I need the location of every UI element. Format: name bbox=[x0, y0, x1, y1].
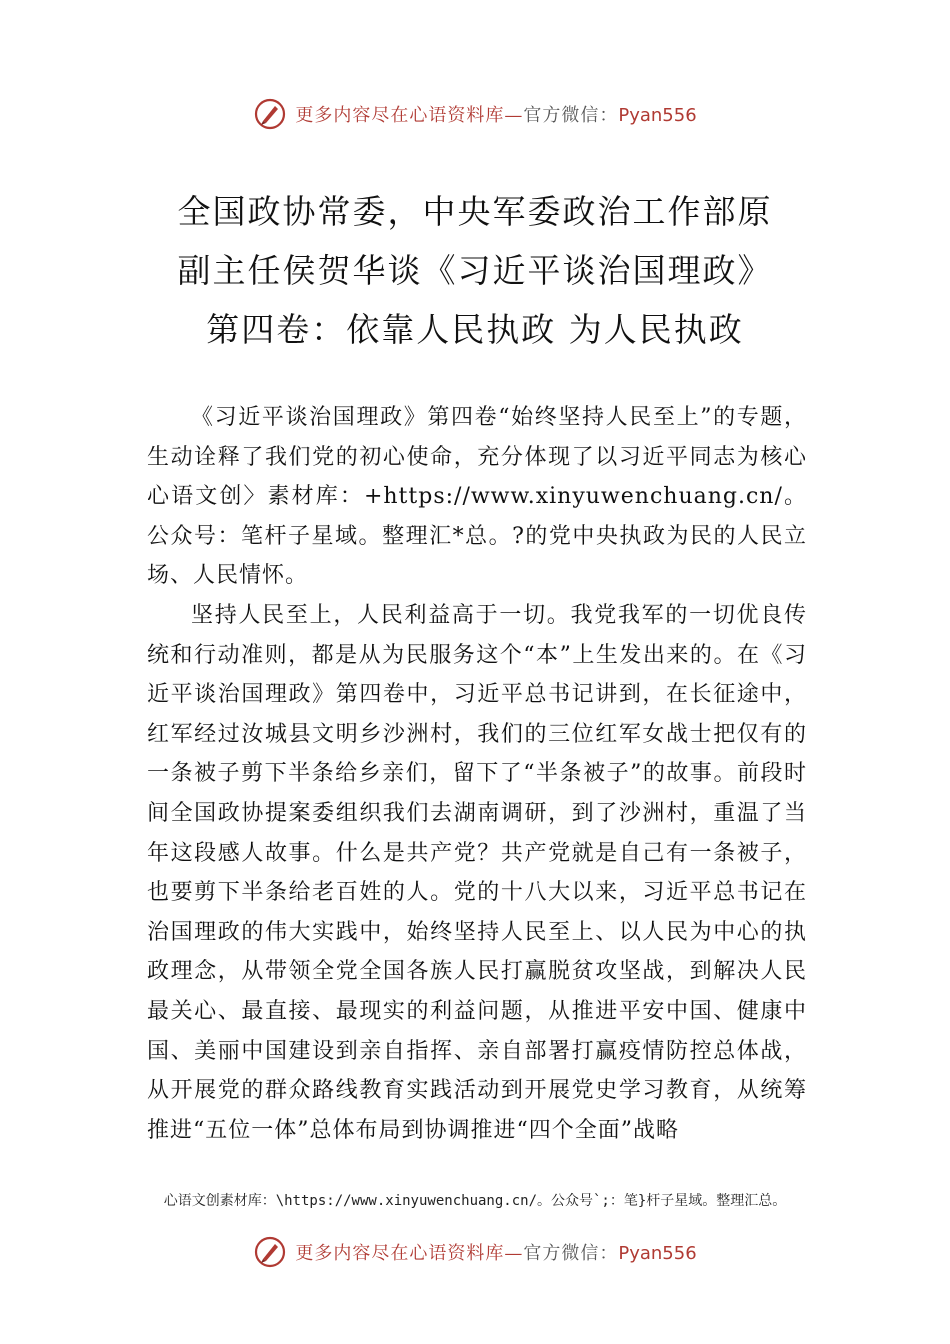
paragraph-2: 坚持人民至上，人民利益高于一切。我党我军的一切优良传统和行动准则，都是从为民服务这个“本”上生发出来的。在《习近平谈治国理政》第四卷中，习近平总书记讲到，在长征途中，红军经过汝城县文明乡沙洲村，我们的三位红军女战士把仅有的一条被子剪下半条给乡亲们，留下了“半条被子”的故事。前段时间全国政协提案委组织我们去湖南调研，到了沙洲村，重温了当年这段感人故事。什么是共产党？共产党就是自己有一条被子，也要剪下半条给老百姓的人。党的十八大以来，习近平总书记在治国理政的伟大实践中，始终坚持人民至上、以人民为中心的执政理念，从带领全党全国各族人民打赢脱贫攻坚战，到解决人民最关心、最直接、最现实的利益问题，从推进平安中国、健康中国、美丽中国建设到亲自指挥、亲自部署打赢疫情防控总体战，从开展党的群众路线教育实践活动到开展党史学习教育，从统筹推进“五位一体”总体布局到协调推进“四个全面”战略 bbox=[147, 602, 807, 1143]
banner-text: 更多内容尽在心语资料库—官方微信：Pyan556 bbox=[295, 1243, 697, 1264]
document-title bbox=[120, 182, 830, 359]
title-line-2: 副主任侯贺华谈《习近平谈治国理政》 bbox=[177, 251, 773, 290]
title-line-3: 第四卷：依靠人民执政 为人民执政 bbox=[206, 310, 744, 349]
pen-logo-icon bbox=[253, 1235, 287, 1269]
footer-banner bbox=[0, 1232, 950, 1272]
source-footnote: 心语文创素材库：\https://www.xinyuwenchuang.cn/。公众号`;：笔}杆子星域。整理汇总。 bbox=[163, 1193, 787, 1209]
pen-logo-icon bbox=[253, 97, 287, 131]
paragraph-1: 《习近平谈治国理政》第四卷“始终坚持人民至上”的专题，生动诠释了我们党的初心使命，充分体现了以习近平同志为核心心语文创〉素材库：+https://www.xinyuwenchuang.cn/。公众号：笔杆子星域。整理汇*总。?的党中央执政为民的人民立场、人民情怀。 bbox=[147, 405, 807, 589]
document-body bbox=[147, 398, 807, 1150]
title-line-1: 全国政协常委，中央军委政治工作部原 bbox=[177, 192, 773, 231]
header-banner bbox=[0, 94, 950, 134]
banner-text: 更多内容尽在心语资料库—官方微信：Pyan556 bbox=[295, 105, 697, 126]
